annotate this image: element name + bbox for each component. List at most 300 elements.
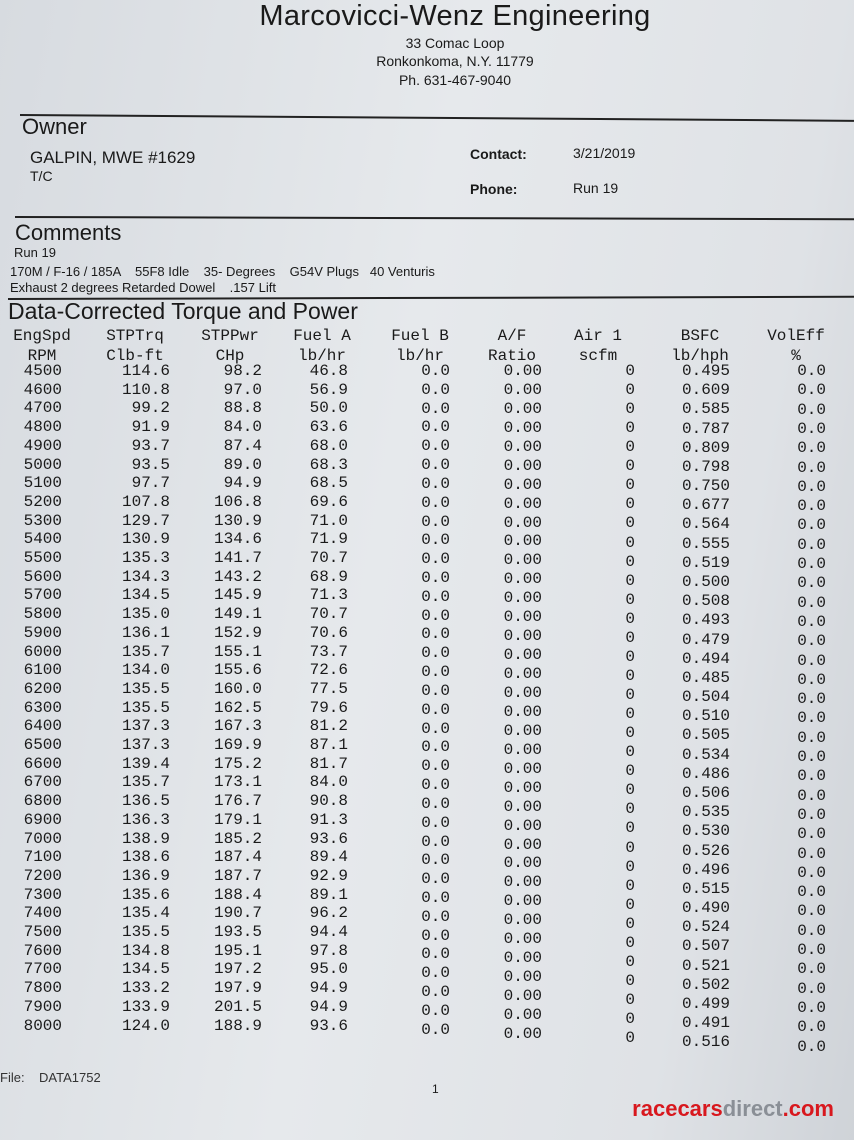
table-cell: 0.0 [797,535,826,554]
table-cell: 197.9 [213,979,262,998]
table-row [0,418,854,437]
table-cell: 0.0 [797,362,826,380]
table-cell: 50.0 [309,399,348,418]
table-cell: 5400 [23,530,62,549]
table-cell: 0.0 [421,437,450,456]
table-cell: 5200 [23,492,62,511]
table-cell: 141.7 [213,549,262,567]
table-cell: 136.9 [121,866,170,885]
table-cell: 0.0 [797,439,826,458]
table-cell: 0 [625,495,635,514]
table-cell: 0.0 [797,574,826,593]
table-cell: 0.0 [421,700,450,719]
table-cell: 0.491 [681,1014,730,1033]
table-cell: 0.0 [421,1001,450,1020]
table-cell: 0.0 [797,844,826,863]
table-cell: 97.7 [131,474,170,493]
table-cell: 0.0 [421,813,450,832]
column-header-line1: Air 1 [573,327,622,345]
table-cell: 175.2 [213,754,262,773]
table-cell: 0.0 [797,670,826,689]
table-cell: 5300 [23,511,62,530]
table-row [0,362,854,381]
comments-line2: 170M / F-16 / 185A 55F8 Idle 35- Degrees G54V Plugs 40 Venturis [10,264,435,279]
table-cell: 4500 [23,362,62,380]
column-header-line1: VolEff [767,327,825,345]
table-cell: 135.7 [121,642,170,661]
table-cell: 0 [625,647,635,666]
table-cell: 0.0 [797,1037,826,1056]
column-header-line2: lb/hph [671,347,729,365]
table-cell: 193.5 [213,923,262,941]
table-cell: 0.564 [681,515,730,534]
table-cell: 0.0 [421,888,450,907]
table-cell: 0.0 [797,497,826,516]
table-cell: 73.7 [309,642,348,661]
table-cell: 95.0 [309,960,348,979]
table-cell: 70.6 [309,623,348,642]
table-cell: 0 [625,609,635,628]
table-cell: 0.0 [797,593,826,612]
comments-heading: Comments [15,220,122,245]
table-cell: 0.0 [421,870,450,889]
table-cell: 190.7 [213,904,262,923]
column-header-line1: Fuel B [391,327,449,345]
table-cell: 0 [625,666,635,685]
comments-line1: Run 19 [14,245,56,260]
table-cell: 0 [625,1010,635,1029]
table-cell: 97.0 [223,380,262,399]
table-cell: 81.2 [309,717,348,736]
table-row [0,456,854,475]
table-cell: 134.6 [213,530,262,549]
table-cell: 6500 [23,736,62,754]
table-cell: 155.6 [213,661,262,680]
table-cell: 5500 [23,549,62,567]
table-cell: 0.0 [421,531,450,550]
table-cell: 89.0 [223,455,262,474]
table-cell: 185.2 [213,829,262,848]
table-cell: 68.0 [309,436,348,455]
table-cell: 0.0 [421,832,450,851]
table-cell: 71.9 [309,530,348,549]
table-cell: 5700 [23,586,62,605]
table-row [0,1016,854,1056]
table-cell: 135.7 [121,773,170,792]
table-cell: 69.6 [309,492,348,511]
table-cell: 7200 [23,866,62,885]
table-cell: 179.1 [213,810,262,829]
table-cell: 0 [625,705,635,724]
table-cell: 4900 [23,436,62,455]
table-cell: 135.5 [121,923,170,941]
table-cell: 0 [625,628,635,647]
table-cell: 0.00 [503,627,542,646]
table-cell: 135.4 [121,904,170,923]
table-cell: 138.9 [121,829,170,848]
table-row [0,399,854,418]
table-cell: 0.0 [797,960,826,979]
table-cell: 0.0 [421,757,450,776]
table-cell: 0.00 [503,911,542,930]
table-cell: 0.00 [503,797,542,816]
column-header-line1: STPPwr [201,327,259,345]
table-cell: 0 [625,743,635,762]
table-cell: 84.0 [309,773,348,792]
table-cell: 0 [625,857,635,876]
table-row [0,437,854,456]
table-cell: 0.750 [681,477,730,496]
column-header [90,326,180,366]
table-row [0,567,854,593]
table-cell: 0.0 [797,998,826,1017]
table-cell: 135.5 [121,679,170,698]
table-cell: 0.0 [421,964,450,983]
table-cell: 8000 [23,1016,62,1035]
table-cell: 0.534 [681,745,730,764]
table-cell: 135.5 [121,698,170,717]
table-row [0,549,854,573]
table-cell: 195.1 [213,941,262,960]
table-cell: 187.4 [213,848,262,867]
column-header-line2: RPM [27,347,57,365]
table-cell: 0.0 [421,738,450,757]
table-cell: 5600 [23,567,62,586]
table-cell: 6600 [23,754,62,773]
comments-line3: Exhaust 2 degrees Retarded Dowel .157 Lift [10,280,276,295]
table-cell: 0.00 [503,399,542,418]
table-cell: 0.496 [681,860,730,879]
table-cell: 139.4 [121,754,170,773]
column-header-line1: EngSpd [13,327,71,345]
table-cell: 5900 [23,623,62,642]
column-header-line1: BSFC [680,327,720,345]
table-cell: 0.0 [797,728,826,747]
table-cell: 0.0 [797,690,826,709]
table-cell: 152.9 [213,623,262,642]
table-cell: 201.5 [213,997,262,1016]
table-cell: 145.9 [213,586,262,605]
comments-rule [15,216,854,220]
column-header-line2: lb/hr [297,347,346,365]
table-cell: 0.555 [681,534,730,553]
table-cell: 0.00 [503,987,542,1005]
table-cell: 167.3 [213,717,262,736]
table-cell: 0 [625,419,635,438]
table-cell: 0.0 [421,456,450,475]
table-cell: 6200 [23,679,62,698]
table-cell: 136.5 [121,792,170,811]
phone-value: Run 19 [573,180,619,196]
table-cell: 0 [625,476,635,495]
table-cell: 0.0 [797,400,826,419]
table-cell: 0 [625,552,635,571]
table-cell: 7000 [23,829,62,848]
table-cell: 0.0 [421,719,450,738]
table-cell: 0.0 [797,902,826,921]
table-cell: 0.535 [681,803,730,822]
company-phone: Ph. 631-467-9040 [398,72,512,88]
table-cell: 0 [625,762,635,781]
table-cell: 5000 [23,455,62,474]
racecarsdirect-watermark [632,1096,834,1122]
table-cell: 0.00 [503,551,542,570]
table-cell: 0.00 [503,854,542,873]
table-cell: 0.0 [797,458,826,477]
table-row [0,605,854,631]
company-name: Marcovicci-Wenz Engineering [259,0,651,32]
table-cell: 6000 [23,642,62,661]
table-cell: 135.0 [121,605,170,624]
table-cell: 0.0 [421,907,450,926]
table-cell: 0.00 [503,418,542,437]
column-header [0,326,87,366]
table-cell: 91.3 [309,810,348,829]
table-cell: 97.8 [309,941,348,960]
table-row [0,586,854,612]
table-cell: 0.00 [503,589,542,608]
table-cell: 68.3 [309,455,348,474]
table-cell: 0.0 [421,1020,450,1039]
table-cell: 0.0 [797,477,826,496]
table-cell: 6100 [23,661,62,680]
contact-value: 3/21/2019 [573,145,636,161]
table-cell: 0.0 [421,625,450,644]
table-cell: 0.00 [503,362,542,380]
table-cell: 0.00 [503,437,542,456]
table-cell: 0.00 [503,608,542,627]
table-cell: 6400 [23,717,62,736]
owner-name: GALPIN, MWE #1629 [30,148,196,167]
table-cell: 0.00 [503,683,542,702]
table-cell: 134.8 [121,941,170,960]
table-cell: 0.0 [421,550,450,569]
table-cell: 187.7 [213,866,262,885]
table-cell: 98.2 [223,362,262,380]
table-cell: 7500 [23,923,62,941]
table-cell: 0.508 [681,592,730,611]
table-cell: 0 [625,514,635,533]
table-cell: 0 [625,438,635,457]
table-cell: 135.6 [121,885,170,904]
table-cell: 0 [625,800,635,819]
table-row [0,530,854,554]
table-cell: 56.9 [309,380,348,399]
table-cell: 129.7 [121,511,170,530]
table-cell: 0.0 [421,493,450,512]
table-cell: 133.2 [121,979,170,998]
table-cell: 0.0 [421,983,450,1002]
table-row [0,511,854,535]
column-header [553,326,643,366]
watermark-part2: direct [722,1096,783,1121]
table-cell: 7900 [23,997,62,1016]
table-cell: 114.6 [121,362,170,380]
table-cell: 137.3 [121,717,170,736]
table-cell: 0.0 [797,863,826,882]
table-cell: 0.00 [503,665,542,684]
table-cell: 93.7 [131,436,170,455]
table-cell: 0.0 [421,926,450,945]
table-cell: 88.8 [223,399,262,418]
table-cell: 0.0 [797,767,826,786]
table-cell: 0.495 [681,362,730,380]
table-cell: 89.4 [309,848,348,867]
table-cell: 0 [625,876,635,895]
table-cell: 173.1 [213,773,262,792]
table-cell: 63.6 [309,418,348,437]
table-cell: 0.515 [681,879,730,898]
table-cell: 0.787 [681,419,730,438]
column-header [751,326,841,366]
table-cell: 71.3 [309,586,348,605]
table-cell: 94.4 [309,923,348,941]
table-cell: 0 [625,533,635,552]
table-cell: 81.7 [309,754,348,773]
table-cell: 0.798 [681,457,730,476]
table-cell: 130.9 [213,511,262,530]
table-cell: 0.0 [421,945,450,964]
table-cell: 87.1 [309,736,348,754]
company-address-line1: 33 Comac Loop [405,35,505,51]
table-cell: 0.0 [797,1018,826,1037]
table-cell: 106.8 [213,492,262,511]
table-cell: 134.5 [121,960,170,979]
table-cell: 0.0 [421,399,450,418]
table-cell: 94.9 [223,474,262,493]
table-cell: 0.0 [421,418,450,437]
table-cell: 4800 [23,418,62,437]
table-cell: 6300 [23,698,62,717]
table-cell: 134.5 [121,586,170,605]
table-cell: 0.493 [681,611,730,630]
table-cell: 0 [625,781,635,800]
table-cell: 0.00 [503,1005,542,1024]
table-cell: 134.3 [121,567,170,586]
table-cell: 169.9 [213,736,262,754]
table-cell: 0.494 [681,649,730,668]
table-cell: 7700 [23,960,62,979]
table-cell: 6800 [23,792,62,811]
table-cell: 0 [625,724,635,743]
column-header [375,326,465,366]
table-cell: 0.0 [797,419,826,438]
table-cell: 0.00 [503,494,542,513]
table-cell: 0.00 [503,475,542,494]
table-cell: 0.502 [681,975,730,994]
column-header-line2: CHp [215,347,245,365]
table-cell: 5100 [23,474,62,493]
table-cell: 0.0 [797,748,826,766]
table-cell: 0.0 [797,883,826,902]
table-cell: 70.7 [309,549,348,567]
table-cell: 94.9 [309,979,348,998]
table-cell: 94.9 [309,997,348,1016]
table-cell: 0.00 [503,532,542,551]
table-cell: 0 [625,362,635,380]
table-cell: 84.0 [223,418,262,437]
table-cell: 138.6 [121,848,170,867]
table-cell: 0 [625,933,635,952]
table-cell: 0.0 [797,709,826,728]
table-cell: 134.0 [121,661,170,680]
table-cell: 197.2 [213,960,262,979]
table-cell: 155.1 [213,642,262,661]
table-cell: 0 [625,971,635,990]
table-cell: 0.00 [503,816,542,835]
column-header-line2: % [791,347,801,365]
table-cell: 0.0 [421,644,450,663]
owner-rule [20,114,854,122]
table-row [0,623,854,651]
table-cell: 0.00 [503,646,542,665]
table-cell: 0.0 [797,786,826,805]
table-cell: 0.0 [421,851,450,870]
table-cell: 0.0 [421,569,450,587]
table-cell: 0.0 [421,474,450,493]
table-cell: 4700 [23,399,62,418]
table-cell: 0.00 [503,456,542,475]
table-cell: 0.524 [681,918,730,937]
table-cell: 0.0 [421,681,450,700]
table-cell: 96.2 [309,904,348,923]
table-cell: 0.479 [681,630,730,649]
table-cell: 124.0 [121,1016,170,1035]
table-cell: 70.7 [309,605,348,624]
table-cell: 0.00 [503,380,542,399]
column-header-line2: Ratio [487,347,536,365]
column-header [655,326,745,366]
table-cell: 0.0 [797,555,826,573]
table-cell: 0 [625,590,635,609]
table-cell: 0.585 [681,400,730,419]
table-cell: 5800 [23,605,62,624]
table-cell: 0 [625,457,635,476]
table-cell: 0.0 [421,362,450,380]
table-cell: 0.0 [797,941,826,959]
table-cell: 7600 [23,941,62,960]
table-cell: 176.7 [213,792,262,811]
watermark-part1: racecars [632,1096,723,1121]
table-cell: 0 [625,686,635,704]
table-cell: 0.521 [681,956,730,975]
table-cell: 0.00 [503,835,542,854]
table-cell: 87.4 [223,436,262,455]
owner-sub: T/C [30,168,53,184]
table-cell: 0.0 [797,825,826,844]
table-cell: 0.500 [681,572,730,591]
table-cell: 0.526 [681,841,730,860]
table-cell: 0.0 [797,381,826,400]
table-cell: 0.00 [503,873,542,892]
table-cell: 0.510 [681,707,730,726]
column-header [277,326,367,366]
table-cell: 130.9 [121,530,170,549]
table-cell: 149.1 [213,605,262,624]
table-cell: 0.609 [681,381,730,400]
table-cell: 4600 [23,380,62,399]
table-cell: 0.519 [681,553,730,572]
table-cell: 0 [625,1029,635,1048]
table-cell: 79.6 [309,698,348,717]
column-header-line1: A/F [497,327,527,345]
table-cell: 0.00 [503,513,542,532]
table-cell: 0.0 [421,776,450,795]
table-row [0,492,854,516]
table-cell: 0.00 [503,968,542,987]
table-cell: 71.0 [309,511,348,530]
table-cell: 77.5 [309,679,348,698]
